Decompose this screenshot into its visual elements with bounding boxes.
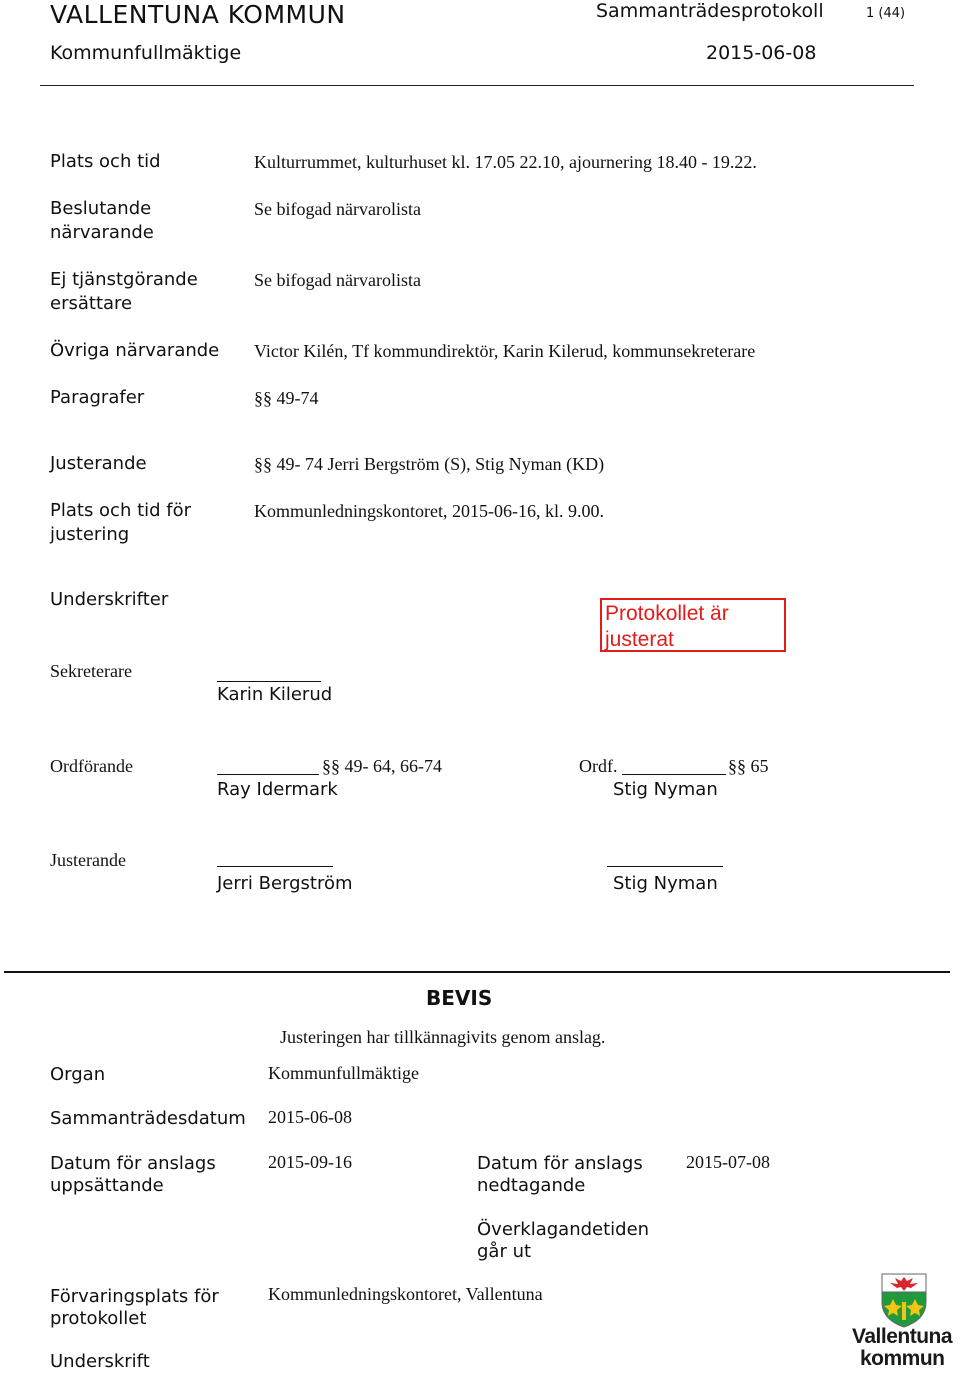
bevis-rule — [4, 971, 950, 973]
paragrafer-label: Paragrafer — [50, 387, 145, 408]
ordf-paragraphs: §§ 65 — [728, 756, 769, 776]
bevis-subtitle: Justeringen har tillkännagivits genom anslag. — [280, 1027, 606, 1047]
forvaring-label-2: protokollet — [50, 1308, 147, 1329]
page-number: 1 (44) — [866, 6, 906, 21]
overklagande-label-2: går ut — [477, 1241, 532, 1262]
ej-tjanstgorande-label-1: Ej tjänstgörande — [50, 269, 198, 290]
underskrifter-heading: Underskrifter — [50, 589, 169, 610]
uppsattande-label-2: uppsättande — [50, 1175, 164, 1196]
overklagande-label-1: Överklagandetiden — [477, 1219, 650, 1240]
vallentuna-crest-icon — [880, 1272, 928, 1328]
ordforande-name: Ray Idermark — [217, 779, 338, 800]
forvaring-label-1: Förvaringsplats för — [50, 1286, 219, 1307]
beslutande-label-1: Beslutande — [50, 198, 152, 219]
document-type: Sammanträdesprotokoll — [596, 0, 824, 22]
ordforande-label: Ordförande — [50, 756, 133, 776]
justerande-name-1: Jerri Bergström — [217, 873, 353, 894]
plats-justering-label-1: Plats och tid för — [50, 500, 192, 521]
logo-text-line-1: Vallentuna — [852, 1325, 953, 1348]
uppsattande-value: 2015-09-16 — [268, 1152, 352, 1172]
justerande-signature-line-2 — [607, 866, 723, 867]
justerat-stamp: Protokollet är justerat — [600, 598, 786, 652]
paragrafer-value: §§ 49-74 — [254, 388, 319, 408]
org-title: VALLENTUNA KOMMUN — [50, 0, 346, 29]
justerande-signature-label: Justerande — [50, 850, 126, 870]
sekreterare-signature-line — [217, 681, 321, 682]
ordf-name: Stig Nyman — [613, 779, 718, 800]
plats-value: Kulturrummet, kulturhuset kl. 17.05 22.10, ajournering 18.40 - 19.22. — [254, 152, 757, 172]
header-rule — [40, 85, 914, 86]
ovriga-label: Övriga närvarande — [50, 340, 220, 361]
plats-justering-value: Kommunledningskontoret, 2015-06-16, kl. 9.00. — [254, 501, 604, 521]
logo-text-line-2: kommun — [860, 1347, 945, 1370]
organ-value: Kommunfullmäktige — [268, 1063, 419, 1083]
ordf-label: Ordf. — [579, 756, 618, 776]
forvaring-value: Kommunledningskontoret, Vallentuna — [268, 1284, 543, 1304]
meeting-body: Kommunfullmäktige — [50, 42, 242, 64]
organ-label: Organ — [50, 1064, 106, 1085]
beslutande-label-2: närvarande — [50, 222, 154, 243]
nedtagande-label-2: nedtagande — [477, 1175, 586, 1196]
sammantradesdatum-value: 2015-06-08 — [268, 1107, 352, 1127]
justerande-label: Justerande — [50, 453, 147, 474]
justerande-name-2: Stig Nyman — [613, 873, 718, 894]
sekreterare-name: Karin Kilerud — [217, 684, 333, 705]
underskrift-label: Underskrift — [50, 1351, 150, 1372]
sekreterare-label: Sekreterare — [50, 661, 132, 681]
ordforande-signature-line — [217, 774, 319, 775]
ej-tjanstgorande-value: Se bifogad närvarolista — [254, 270, 421, 290]
justerande-value: §§ 49- 74 Jerri Bergström (S), Stig Nyman (KD) — [254, 454, 605, 474]
beslutande-value: Se bifogad närvarolista — [254, 199, 421, 219]
ordf-signature-line — [622, 774, 726, 775]
plats-justering-label-2: justering — [50, 524, 130, 545]
plats-label: Plats och tid — [50, 151, 161, 172]
ovriga-value: Victor Kilén, Tf kommundirektör, Karin Kilerud, kommunsekreterare — [254, 341, 756, 361]
bevis-title: BEVIS — [426, 986, 493, 1010]
uppsattande-label-1: Datum för anslags — [50, 1153, 216, 1174]
meeting-date: 2015-06-08 — [706, 42, 817, 64]
nedtagande-label-1: Datum för anslags — [477, 1153, 643, 1174]
nedtagande-value: 2015-07-08 — [686, 1152, 770, 1172]
ordforande-paragraphs: §§ 49- 64, 66-74 — [322, 756, 442, 776]
sammantradesdatum-label: Sammanträdesdatum — [50, 1108, 246, 1129]
justerande-signature-line-1 — [217, 866, 333, 867]
ej-tjanstgorande-label-2: ersättare — [50, 293, 133, 314]
